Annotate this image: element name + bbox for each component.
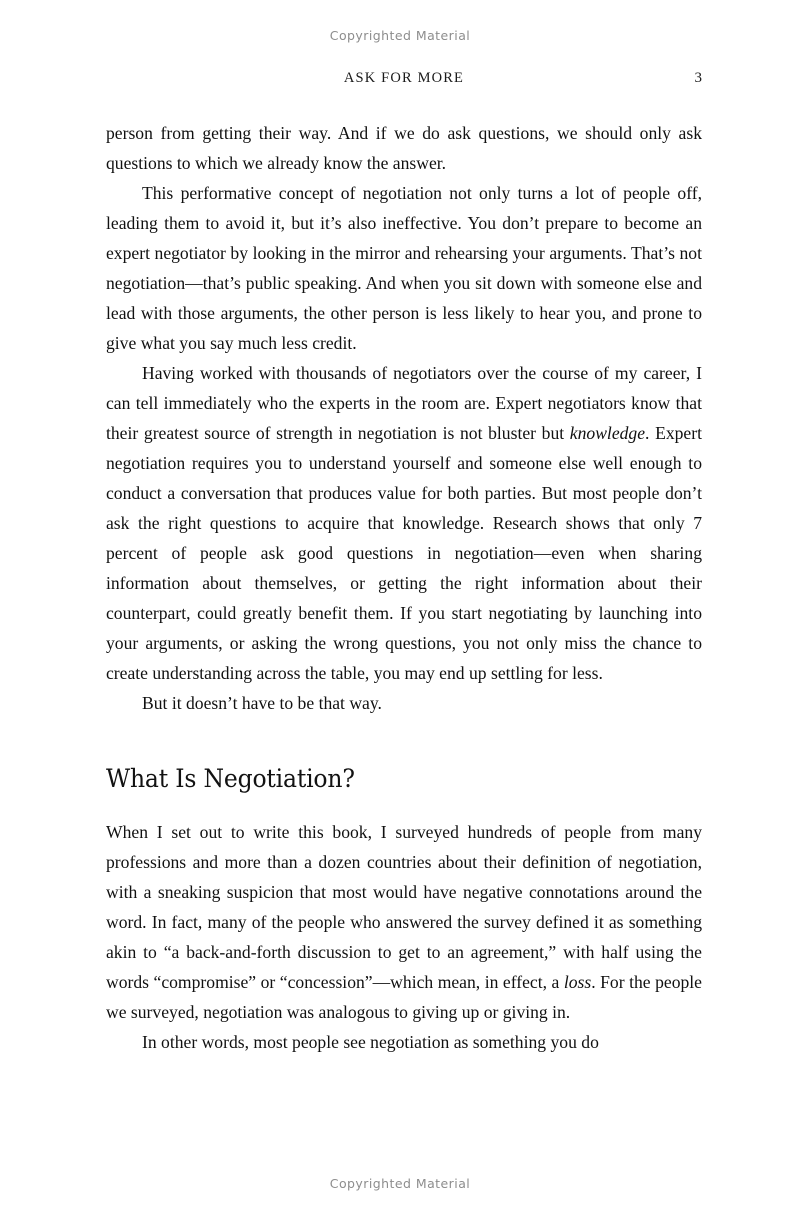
paragraph-when-i-set-out-part1: When I set out to write this book, I surveyed hundreds of people from many professions and more than a dozen countries about their definition of negotiation, with a sneaking suspicion that most would have negative connotations around the word. In fact, many of the people who answered the survey defined it as something akin to “a back-and-forth discussion to get to an agreement,” with half using the words “compromise” or “concession”—which mean, in effect, a bbox=[106, 822, 702, 992]
spacer-before-heading bbox=[106, 718, 702, 764]
paragraph-when-i-set-out bbox=[106, 817, 702, 1027]
paragraph-continued: person from getting their way. And if we do ask questions, we should only ask questions to which we already know the answer. bbox=[106, 123, 702, 173]
emphasis-loss: loss bbox=[563, 972, 592, 992]
copyright-watermark-bottom: Copyrighted Material bbox=[329, 1176, 471, 1191]
running-head-title: ASK FOR MORE bbox=[343, 70, 465, 86]
text-column bbox=[106, 118, 702, 1057]
paragraph-having-worked-part2: . Expert negotiation requires you to understand yourself and someone else well enough to conduct a conversation that produces value for both parties. But most people don’t ask the right questions to acquire that knowledge. Research shows that only 7 percent of people ask good questions in negotiation—even when sharing information about themselves, or getting the right information about their counterpart, could greatly benefit them. If you start negotiating by launching into your arguments, or asking the wrong questions, you not only miss the chance to create understanding across the table, you may end up settling for less. bbox=[106, 423, 702, 683]
section-heading-what-is-negotiation: What Is Negotiation? bbox=[106, 764, 355, 793]
page-number: 3 bbox=[694, 70, 702, 86]
emphasis-knowledge: knowledge bbox=[569, 423, 646, 443]
spacer-after-heading bbox=[106, 794, 702, 817]
paragraph-in-other-words: In other words, most people see negotiation as something you do bbox=[142, 1032, 599, 1052]
paragraph-doesnt-have-to: But it doesn’t have to be that way. bbox=[142, 693, 382, 713]
paragraph-having-worked bbox=[106, 358, 702, 688]
copyright-watermark-top: Copyrighted Material bbox=[329, 28, 471, 43]
paragraph-when-i-set-out-part2: . For the people we surveyed, negotiation was analogous to giving up or giving in. bbox=[106, 972, 702, 1022]
paragraph-performative: This performative concept of negotiation not only turns a lot of people off, leading them to avoid it, but it’s also ineffective. You don’t prepare to become an expert negotiator by looking in the mirror and rehearsing your arguments. That’s not negotiation—that’s public speaking. And when you sit down with someone else and lead with those arguments, the other person is less likely to hear you, and prone to give what you say much less credit. bbox=[106, 183, 702, 353]
paragraph-having-worked-part1: Having worked with thousands of negotiators over the course of my career, I can tell immediately who the experts in the room are. Expert negotiators know that their greatest source of strength in negotiation is not bluster but bbox=[106, 363, 702, 443]
running-head bbox=[106, 70, 702, 92]
